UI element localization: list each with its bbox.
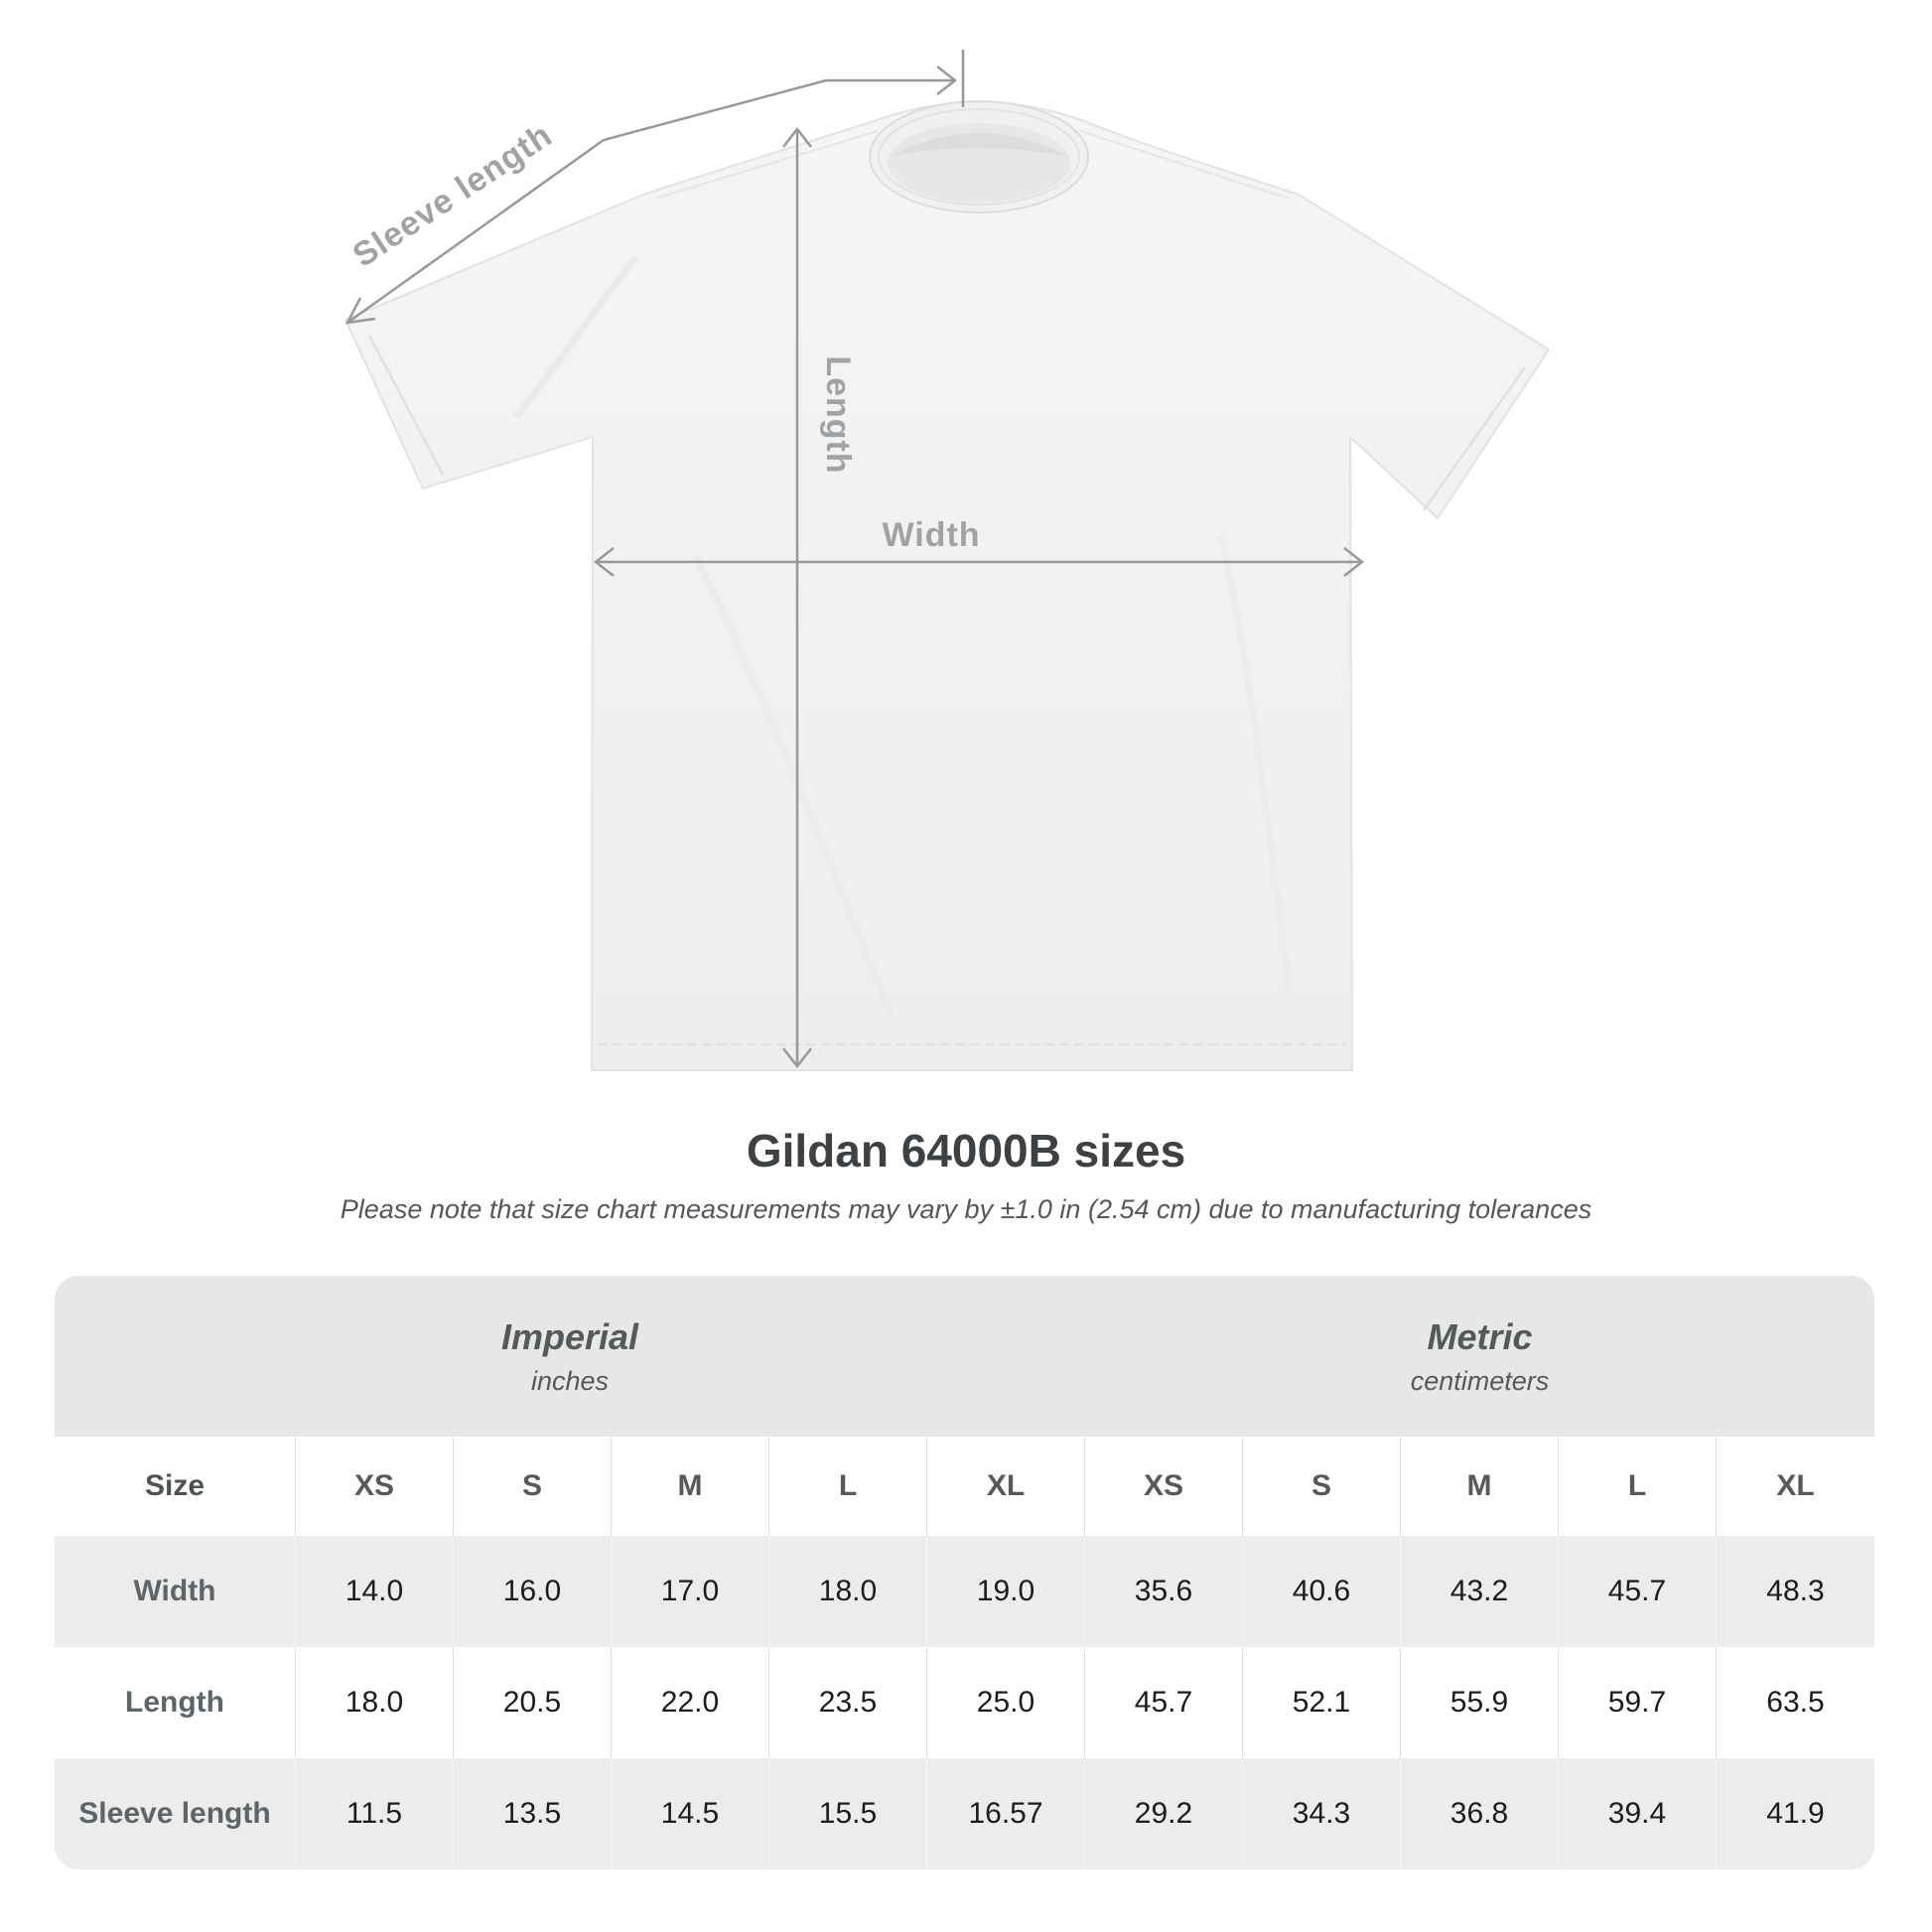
value-cell: 59.7 [1559, 1647, 1717, 1758]
value-cell: 45.7 [1085, 1647, 1243, 1758]
width-label: Width [882, 516, 981, 554]
size-column-imperial-m: M [612, 1437, 769, 1536]
value-cell: 14.5 [612, 1758, 769, 1869]
unit-group-metric [1085, 1276, 1874, 1437]
value-cell: 11.5 [296, 1758, 454, 1869]
row-label: Length [55, 1647, 296, 1758]
value-cell: 55.9 [1401, 1647, 1559, 1758]
tolerance-note: Please note that size chart measurements may vary by ±1.0 in (2.54 cm) due to manufacturing tolerances [340, 1194, 1592, 1224]
row-label: Sleeve length [55, 1758, 296, 1869]
value-cell: 14.0 [296, 1536, 454, 1647]
size-column-imperial-xl: XL [927, 1437, 1085, 1536]
tshirt-graphic [345, 101, 1549, 1070]
size-column-metric-s: S [1243, 1437, 1401, 1536]
unit-group-name: Metric [1427, 1315, 1533, 1357]
value-cell: 20.5 [454, 1647, 612, 1758]
size-table [55, 1276, 1874, 1869]
value-cell: 36.8 [1401, 1758, 1559, 1869]
tshirt-body [345, 102, 1549, 1070]
size-column-metric-m: M [1401, 1437, 1559, 1536]
value-cell: 43.2 [1401, 1536, 1559, 1647]
size-column-imperial-s: S [454, 1437, 612, 1536]
value-cell: 48.3 [1766, 1575, 1825, 1607]
value-cell: 16.57 [927, 1758, 1085, 1869]
size-column-imperial-xs: XS [296, 1437, 454, 1536]
unit-group-unit: inches [530, 1365, 610, 1396]
value-cell: 18.0 [769, 1536, 927, 1647]
unit-group-imperial [55, 1276, 1085, 1437]
value-cell: 22.0 [612, 1647, 769, 1758]
size-header-row [55, 1437, 1874, 1536]
value-cell: 39.4 [1559, 1758, 1717, 1869]
value-cell: 41.9 [1766, 1797, 1825, 1830]
value-cell: 18.0 [296, 1647, 454, 1758]
size-column-metric-xs: XS [1085, 1437, 1243, 1536]
value-cell: 52.1 [1243, 1647, 1401, 1758]
value-cell: 34.3 [1243, 1758, 1401, 1869]
value-cell: 45.7 [1559, 1536, 1717, 1647]
table-row-width [55, 1536, 1874, 1647]
value-cell: 19.0 [927, 1536, 1085, 1647]
value-cell: 13.5 [454, 1758, 612, 1869]
unit-group-unit: centimeters [1410, 1365, 1550, 1396]
unit-group-name: Imperial [500, 1315, 639, 1357]
value-cell: 63.5 [1766, 1686, 1825, 1719]
value-cell: 35.6 [1085, 1536, 1243, 1647]
length-label: Length [819, 355, 857, 475]
value-cell: 16.0 [454, 1536, 612, 1647]
size-column-imperial-l: L [769, 1437, 927, 1536]
value-cell: 23.5 [769, 1647, 927, 1758]
value-cell: 15.5 [769, 1758, 927, 1869]
row-label: Width [55, 1536, 296, 1647]
size-column-metric-l: L [1559, 1437, 1717, 1536]
table-row-sleeve-length [55, 1758, 1874, 1869]
page-title: Gildan 64000B sizes [746, 1125, 1186, 1176]
size-column-metric-xl: XL [1776, 1469, 1815, 1502]
value-cell: 17.0 [612, 1536, 769, 1647]
value-cell: 29.2 [1085, 1758, 1243, 1869]
unit-band [55, 1276, 1874, 1437]
size-header-label: Size [55, 1437, 296, 1536]
table-row-length [55, 1647, 1874, 1758]
value-cell: 40.6 [1243, 1536, 1401, 1647]
sleeve-length-label: Sleeve length [345, 115, 560, 275]
value-cell: 25.0 [927, 1647, 1085, 1758]
